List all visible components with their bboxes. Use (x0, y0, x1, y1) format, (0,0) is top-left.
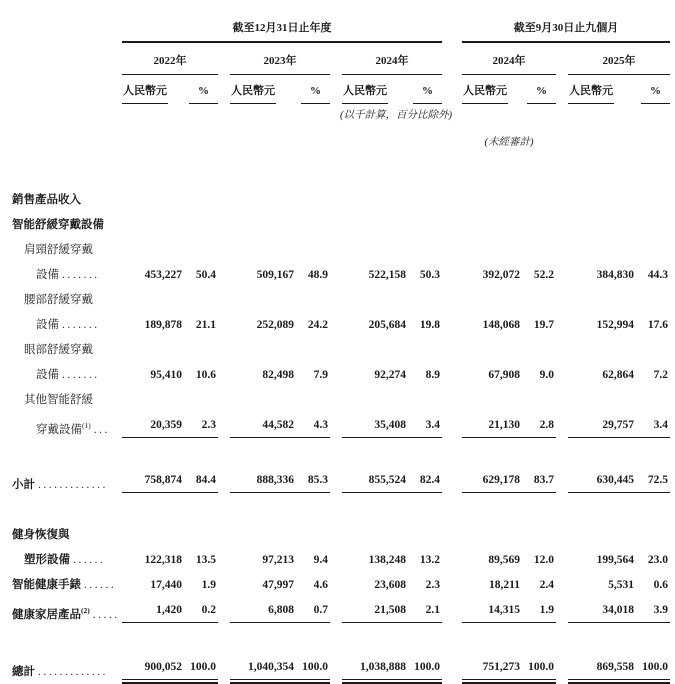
value-cell: 95,410 (150, 368, 182, 381)
column-gap (330, 567, 342, 592)
column-gap (556, 592, 568, 622)
section-row (10, 517, 670, 542)
value-cell: 34,018 (568, 592, 636, 622)
value-cell: 47,997 (262, 578, 294, 591)
value-cell: 205,684 (368, 318, 406, 331)
row-label-text: 穿戴設備 (36, 423, 82, 436)
column-gap (218, 462, 230, 492)
value-cell: 522,158 (368, 268, 406, 281)
value-cell: 82.4 (408, 462, 442, 492)
value-cell: 1,038,888 (342, 647, 408, 679)
unit-header-row (10, 74, 670, 104)
row-label-text: 智能健康手錶 (12, 578, 81, 591)
column-gap (330, 357, 342, 382)
footnote-marker: (1) (82, 420, 91, 430)
column-gap (218, 307, 230, 332)
value-cell: 29,757 (568, 407, 636, 437)
value-cell: 100.0 (184, 647, 218, 679)
dot-leader: ....... (62, 318, 100, 331)
value-cell: 18,211 (489, 578, 520, 591)
value-cell: 869,558 (568, 647, 636, 679)
table-row (10, 307, 670, 332)
unit-note: (以千計算，百分比除外) (340, 110, 453, 122)
dot-leader: ............. (38, 478, 108, 491)
value-cell: 35,408 (342, 407, 408, 437)
corner-cell (10, 42, 122, 74)
value-cell: 7.2 (653, 368, 669, 381)
row-label-text: 其他智能舒緩 (24, 393, 93, 406)
table-row (10, 462, 670, 492)
column-gap (442, 257, 462, 282)
value-cell: 21,508 (342, 592, 408, 622)
header-body-gap (10, 158, 670, 182)
row-label (10, 207, 670, 232)
unaudited-note: (未經審計) (484, 137, 534, 149)
revenue-breakdown-table (10, 6, 670, 680)
value-cell: 1,040,354 (230, 647, 296, 679)
interim-year-2024-header: 2024年 (462, 42, 556, 74)
row-label-text: 健身恢復與 (12, 528, 70, 541)
row-label-text: 總計 (12, 665, 35, 678)
value-cell: 384,830 (596, 268, 634, 281)
year-2023-header: 2023年 (230, 42, 330, 74)
period-header-row (10, 6, 670, 42)
value-cell: 453,227 (144, 268, 182, 281)
currency-header: 人民幣元 (342, 74, 408, 104)
value-cell: 1.9 (522, 592, 556, 622)
percent-header: % (184, 74, 218, 104)
value-cell: 13.2 (419, 553, 440, 566)
value-cell: 855,524 (342, 462, 408, 492)
column-gap (556, 407, 568, 437)
row-label (10, 647, 122, 679)
column-gap (442, 592, 462, 622)
value-cell: 2.3 (425, 578, 440, 591)
table-body (10, 182, 670, 679)
value-cell: 67,908 (488, 368, 520, 381)
dot-leader: ..... (92, 608, 120, 621)
value-cell: 44,582 (230, 407, 296, 437)
document-page (0, 6, 675, 680)
value-cell: 6,808 (230, 592, 296, 622)
column-gap (442, 647, 462, 679)
table-row (10, 257, 670, 282)
value-cell: 100.0 (296, 647, 330, 679)
column-gap (330, 307, 342, 332)
unaudited-note-row (10, 128, 670, 158)
value-cell: 23,608 (374, 578, 406, 591)
table-row (10, 407, 670, 437)
corner-cell (10, 74, 122, 104)
footnote-marker: (2) (81, 605, 90, 615)
dot-leader: ...... (84, 578, 117, 591)
column-gap (330, 407, 342, 437)
spacer-row (10, 492, 670, 517)
column-gap (330, 462, 342, 492)
value-cell: 4.3 (296, 407, 330, 437)
row-label (10, 232, 670, 257)
value-cell: 44.3 (647, 268, 669, 281)
row-label-text: 設備 (36, 268, 59, 281)
currency-header: 人民幣元 (230, 74, 296, 104)
spacer-row (10, 622, 670, 647)
dot-leader: ............. (38, 665, 108, 678)
value-cell: 100.0 (522, 647, 556, 679)
percent-header: % (636, 74, 670, 104)
value-cell: 122,318 (144, 553, 182, 566)
dot-leader: ....... (62, 268, 100, 281)
value-cell: 62,864 (602, 368, 634, 381)
value-cell: 199,564 (596, 553, 634, 566)
value-cell: 751,273 (462, 647, 522, 679)
row-label-text: 設備 (36, 318, 59, 331)
year-2024-header: 2024年 (342, 42, 442, 74)
value-cell: 0.6 (653, 578, 669, 591)
currency-header: 人民幣元 (568, 74, 636, 104)
value-cell: 5,531 (608, 578, 634, 591)
row-label-text: 銷售產品收入 (12, 193, 81, 206)
column-gap (330, 257, 342, 282)
value-cell: 21,130 (462, 407, 522, 437)
value-cell: 52.2 (533, 268, 554, 281)
value-cell: 19.7 (533, 318, 554, 331)
column-gap (218, 567, 230, 592)
column-gap (218, 407, 230, 437)
value-cell: 20,359 (122, 407, 184, 437)
value-cell: 2.3 (184, 407, 218, 437)
row-label (10, 307, 122, 332)
dot-leader: ... (93, 423, 110, 436)
value-cell: 1.9 (201, 578, 216, 591)
section-row (10, 282, 670, 307)
value-cell: 24.2 (307, 318, 328, 331)
value-cell: 19.8 (419, 318, 440, 331)
row-label (10, 542, 122, 567)
row-label-text: 小計 (12, 478, 35, 491)
column-gap (442, 567, 462, 592)
column-gap (218, 357, 230, 382)
column-gap (442, 307, 462, 332)
value-cell: 630,445 (568, 462, 636, 492)
value-cell: 888,336 (230, 462, 296, 492)
value-cell: 13.5 (195, 553, 216, 566)
value-cell: 252,089 (256, 318, 294, 331)
column-gap (330, 592, 342, 622)
row-label-text: 智能舒緩穿戴設備 (12, 218, 104, 231)
section-row (10, 207, 670, 232)
year-2022-header: 2022年 (122, 42, 218, 74)
interim-year-2025-header: 2025年 (568, 42, 670, 74)
value-cell: 50.4 (195, 268, 216, 281)
column-gap (556, 307, 568, 332)
value-cell: 50.3 (419, 268, 440, 281)
value-cell: 509,167 (256, 268, 294, 281)
value-cell: 2.4 (539, 578, 554, 591)
column-gap (556, 567, 568, 592)
table-row (10, 542, 670, 567)
row-label (10, 592, 122, 622)
row-label-text: 設備 (36, 368, 59, 381)
interim-period-header: 截至9月30日止九個月 (462, 6, 670, 42)
value-cell: 83.7 (522, 462, 556, 492)
table-row (10, 592, 670, 622)
row-label (10, 407, 122, 437)
year-header-row (10, 42, 670, 74)
value-cell: 48.9 (307, 268, 328, 281)
value-cell: 17,440 (150, 578, 182, 591)
value-cell: 0.7 (296, 592, 330, 622)
value-cell: 82,498 (262, 368, 294, 381)
row-label (10, 182, 670, 207)
value-cell: 7.9 (313, 368, 328, 381)
value-cell: 3.4 (408, 407, 442, 437)
column-gap (330, 542, 342, 567)
value-cell: 9.4 (313, 553, 328, 566)
row-label (10, 567, 122, 592)
row-label (10, 282, 670, 307)
value-cell: 3.9 (636, 592, 670, 622)
row-label-text: 健康家居產品 (12, 608, 81, 621)
value-cell: 2.8 (522, 407, 556, 437)
value-cell: 89,569 (488, 553, 520, 566)
column-gap (556, 647, 568, 679)
value-cell: 2.1 (408, 592, 442, 622)
value-cell: 12.0 (533, 553, 554, 566)
row-label-text: 肩頸舒緩穿戴 (24, 243, 93, 256)
annual-period-header: 截至12月31日止年度 (122, 6, 442, 42)
table-row (10, 567, 670, 592)
column-gap (556, 357, 568, 382)
value-cell: 758,874 (122, 462, 184, 492)
value-cell: 392,072 (482, 268, 520, 281)
value-cell: 85.3 (296, 462, 330, 492)
percent-header: % (296, 74, 330, 104)
value-cell: 3.4 (636, 407, 670, 437)
column-gap (556, 542, 568, 567)
unit-note-row (10, 104, 670, 128)
corner-cell (10, 6, 122, 42)
column-gap (442, 462, 462, 492)
group-gap (442, 6, 462, 42)
section-row (10, 382, 670, 407)
column-gap (442, 407, 462, 437)
value-cell: 0.2 (184, 592, 218, 622)
value-cell: 8.9 (425, 368, 440, 381)
column-gap (330, 647, 342, 679)
row-label-text: 塑形設備 (24, 553, 70, 566)
percent-header: % (408, 74, 442, 104)
column-gap (218, 257, 230, 282)
value-cell: 4.6 (313, 578, 328, 591)
column-gap (218, 647, 230, 679)
value-cell: 21.1 (195, 318, 216, 331)
spacer-row (10, 437, 670, 462)
row-label-text: 腰部舒緩穿戴 (24, 293, 93, 306)
row-label-text: 眼部舒緩穿戴 (24, 343, 93, 356)
table-row (10, 647, 670, 679)
value-cell: 97,213 (262, 553, 294, 566)
column-gap (556, 257, 568, 282)
value-cell: 629,178 (462, 462, 522, 492)
value-cell: 100.0 (408, 647, 442, 679)
value-cell: 14,315 (462, 592, 522, 622)
table-row (10, 357, 670, 382)
currency-header: 人民幣元 (462, 74, 522, 104)
value-cell: 148,068 (482, 318, 520, 331)
value-cell: 72.5 (636, 462, 670, 492)
value-cell: 152,994 (596, 318, 634, 331)
value-cell: 9.0 (539, 368, 554, 381)
row-label (10, 257, 122, 282)
column-gap (556, 462, 568, 492)
value-cell: 900,052 (122, 647, 184, 679)
value-cell: 10.6 (195, 368, 216, 381)
section-row (10, 232, 670, 257)
dot-leader: ....... (62, 368, 100, 381)
row-label (10, 357, 122, 382)
value-cell: 84.4 (184, 462, 218, 492)
value-cell: 189,878 (144, 318, 182, 331)
column-gap (218, 592, 230, 622)
value-cell: 23.0 (647, 553, 669, 566)
value-cell: 17.6 (647, 318, 669, 331)
value-cell: 1,420 (122, 592, 184, 622)
value-cell: 92,274 (374, 368, 406, 381)
column-gap (218, 542, 230, 567)
currency-header: 人民幣元 (122, 74, 184, 104)
column-gap (442, 542, 462, 567)
section-row (10, 182, 670, 207)
dot-leader: ...... (73, 553, 106, 566)
value-cell: 100.0 (636, 647, 670, 679)
column-gap (442, 357, 462, 382)
row-label (10, 462, 122, 492)
percent-header: % (522, 74, 556, 104)
value-cell: 138,248 (368, 553, 406, 566)
row-label (10, 517, 670, 542)
section-row (10, 332, 670, 357)
row-label (10, 382, 670, 407)
row-label (10, 332, 670, 357)
